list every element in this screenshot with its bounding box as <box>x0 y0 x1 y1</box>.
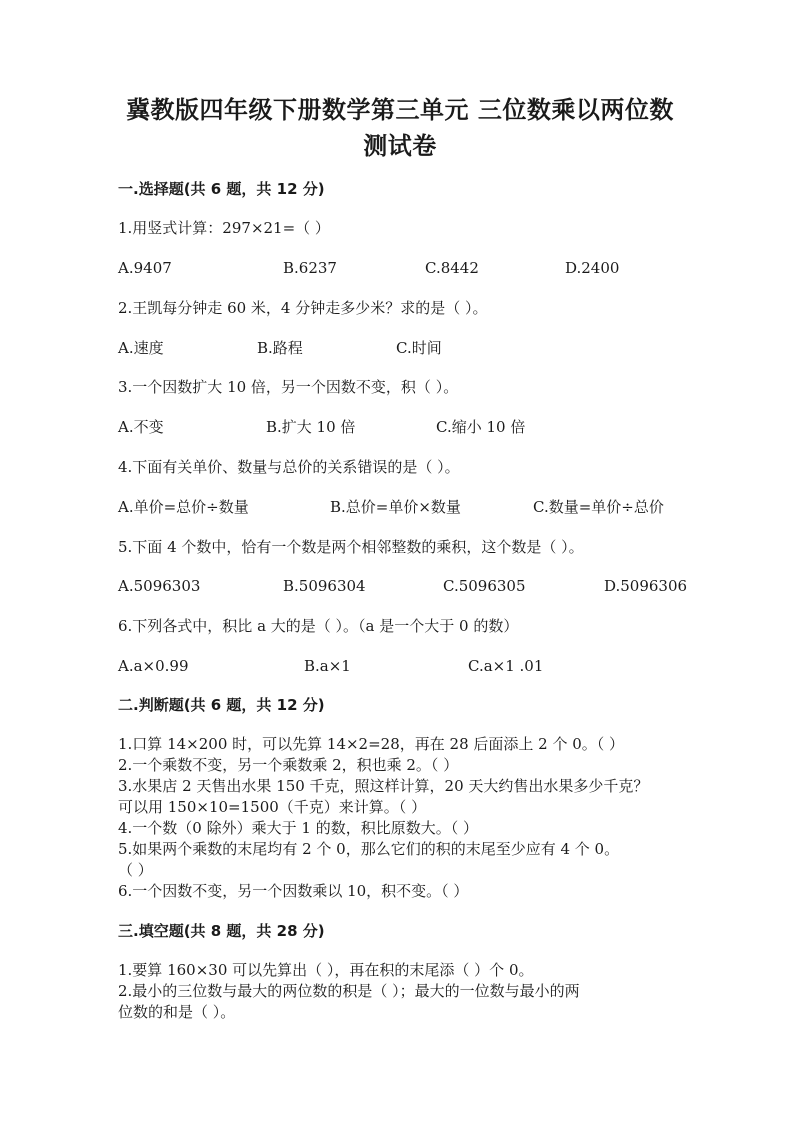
option: C.时间 <box>396 339 442 357</box>
fill-blank-line: 位数的和是（ ）。 <box>118 1003 236 1021</box>
option: B.扩大 10 倍 <box>266 418 356 436</box>
judgment-line: 1.口算 14×200 时，可以先算 14×2=28，再在 28 后面添上 2 个 0。（ ） <box>118 735 625 753</box>
option: C.数量=单价÷总价 <box>533 498 664 516</box>
judgment-line: 3.水果店 2 天售出水果 150 千克，照这样计算，20 天大约售出水果多少千克？ <box>118 777 649 795</box>
option: B.a×1 <box>304 657 351 675</box>
question-stem: 2.王凯每分钟走 60 米，4 分钟走多少米？求的是（ ）。 <box>118 299 488 317</box>
question-stem: 3.一个因数扩大 10 倍，另一个因数不变，积（ ）。 <box>118 378 459 396</box>
judgment-line: （ ） <box>118 861 153 879</box>
judgment-line: 可以用 150×10=1500（千克）来计算。（ ） <box>118 798 427 816</box>
option: D.2400 <box>565 259 620 277</box>
title-line-1: 冀教版四年级下册数学第三单元 三位数乘以两位数 <box>126 96 674 124</box>
option: A.单价=总价÷数量 <box>118 498 249 516</box>
section-heading-fill-blank: 三.填空题(共 8 题，共 28 分) <box>118 922 325 940</box>
question-stem: 6.下列各式中，积比 a 大的是（ ）。（a 是一个大于 0 的数） <box>118 617 519 635</box>
option: B.总价=单价×数量 <box>330 498 461 516</box>
question-stem: 1.用竖式计算：297×21=（ ） <box>118 219 330 237</box>
option: C.缩小 10 倍 <box>436 418 526 436</box>
option: B.路程 <box>257 339 303 357</box>
option: A.不变 <box>118 418 164 436</box>
judgment-line: 6.一个因数不变，另一个因数乘以 10，积不变。（ ） <box>118 882 469 900</box>
page-title <box>100 92 700 164</box>
judgment-line: 5.如果两个乘数的末尾均有 2 个 0，那么它们的积的末尾至少应有 4 个 0。 <box>118 840 620 858</box>
title-line-2: 测试卷 <box>363 132 437 160</box>
question-stem: 5.下面 4 个数中，恰有一个数是两个相邻整数的乘积，这个数是（ ）。 <box>118 538 584 556</box>
section-heading-choice: 一.选择题(共 6 题，共 12 分) <box>118 180 325 198</box>
option: A.5096303 <box>118 577 201 595</box>
judgment-line: 4.一个数（0 除外）乘大于 1 的数，积比原数大。（ ） <box>118 819 478 837</box>
option: A.a×0.99 <box>118 657 189 675</box>
option: A.速度 <box>118 339 164 357</box>
question-stem: 4.下面有关单价、数量与总价的关系错误的是（ ）。 <box>118 458 460 476</box>
option: C.a×1 .01 <box>468 657 544 675</box>
fill-blank-line: 1.要算 160×30 可以先算出（ ），再在积的末尾添（ ）个 0。 <box>118 961 534 979</box>
option: B.5096304 <box>283 577 366 595</box>
fill-blank-line: 2.最小的三位数与最大的两位数的积是（ ）；最大的一位数与最小的两 <box>118 982 580 1000</box>
option: C.8442 <box>425 259 479 277</box>
option: B.6237 <box>283 259 337 277</box>
option: D.5096306 <box>604 577 688 595</box>
section-heading-judgment: 二.判断题(共 6 题，共 12 分) <box>118 696 325 714</box>
option: A.9407 <box>118 259 172 277</box>
option: C.5096305 <box>443 577 526 595</box>
judgment-line: 2.一个乘数不变，另一个乘数乘 2，积也乘 2。（ ） <box>118 756 459 774</box>
